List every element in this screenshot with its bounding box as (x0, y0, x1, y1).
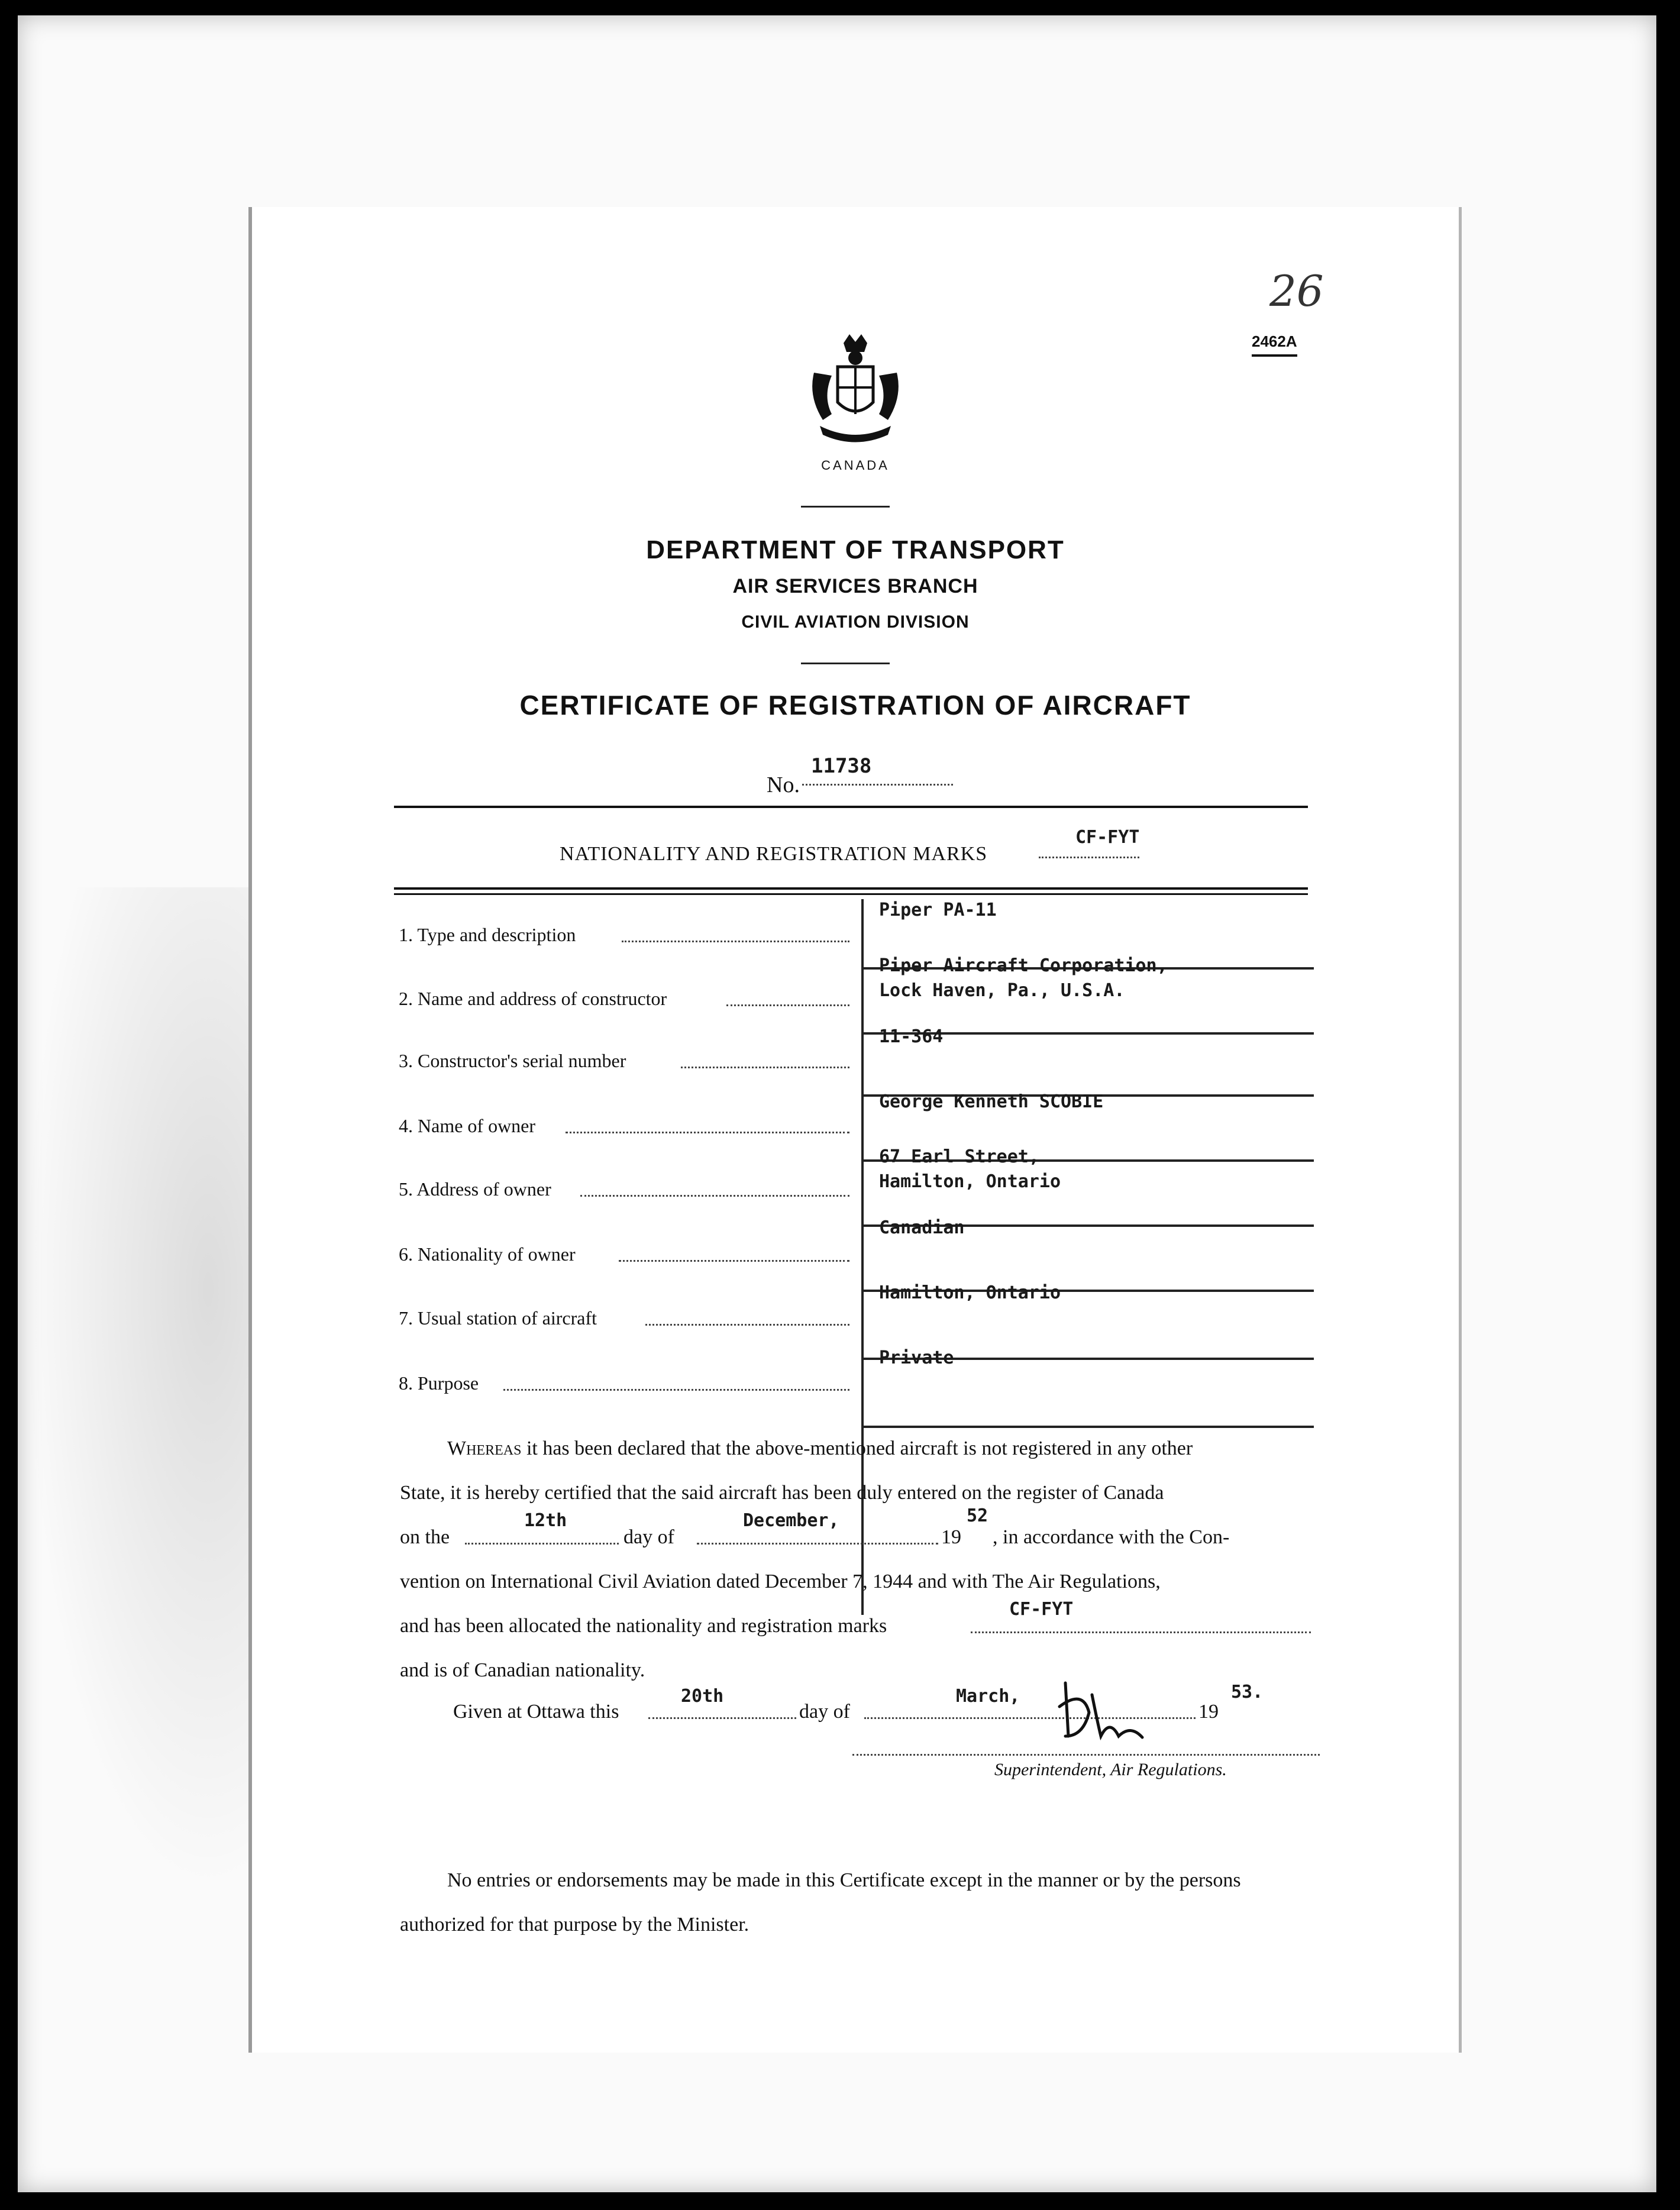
signature-title: Superintendent, Air Regulations. (994, 1760, 1227, 1779)
given-at-label: Given at Ottawa this (453, 1701, 619, 1723)
dotted-leader (465, 1543, 619, 1545)
field-label-type: 1. Type and description (399, 924, 576, 945)
table-double-rule (394, 893, 1308, 895)
given-year-value: 53. (1231, 1682, 1264, 1702)
body-line-1 (447, 1437, 1193, 1460)
department-heading: DEPARTMENT OF TRANSPORT (646, 535, 1065, 564)
field-label-purpose: 8. Purpose (399, 1372, 479, 1394)
handwritten-signature (1042, 1671, 1172, 1766)
field-value-serial: 11-364 (879, 1026, 944, 1047)
footer-line-2: authorized for that purpose by the Minister. (400, 1914, 749, 1936)
dotted-leader (681, 1067, 849, 1068)
dotted-leader (566, 1132, 849, 1133)
body-line-1-text: it has been declared that the above-mentioned aircraft is not registered in any other (521, 1437, 1193, 1459)
dotted-leader (971, 1631, 1311, 1633)
form-code: 2462A (1252, 332, 1297, 357)
dotted-leader (503, 1389, 849, 1391)
year-prefix: 19 (941, 1526, 961, 1548)
nationality-marks-value: CF-FYT (1075, 827, 1140, 848)
branch-heading: AIR SERVICES BRANCH (732, 575, 978, 597)
divider (801, 663, 890, 664)
body-line-6: and is of Canadian nationality. (400, 1659, 645, 1681)
on-the-label: on the (400, 1526, 450, 1548)
body-line-2: State, it is hereby certified that the said aircraft has been duly entered on the register of Canada (400, 1482, 1164, 1504)
table-double-rule (394, 887, 1308, 890)
dotted-leader (580, 1195, 849, 1197)
entry-year-value: 52 (967, 1505, 988, 1526)
certificate-title: CERTIFICATE OF REGISTRATION OF AIRCRAFT (519, 690, 1191, 720)
field-value-purpose: Private (879, 1348, 954, 1368)
certificate-page (248, 207, 1462, 2053)
field-label-nationality: 6. Nationality of owner (399, 1243, 576, 1265)
certificate-no-label: No. (767, 773, 800, 797)
divider (801, 506, 890, 508)
certificate-no-value: 11738 (811, 754, 872, 778)
given-day-of-label: day of (799, 1701, 850, 1723)
dotted-leader (697, 1543, 938, 1545)
dotted-leader (1039, 857, 1139, 858)
field-value-owner: George Kenneth SCOBIE (879, 1091, 1104, 1112)
whereas-word: Whereas (447, 1437, 522, 1459)
field-value-station: Hamilton, Ontario (879, 1282, 1061, 1303)
nationality-marks-label: NATIONALITY AND REGISTRATION MARKS (560, 843, 988, 865)
row-rule (861, 1426, 1314, 1428)
field-label-constructor: 2. Name and address of constructor (399, 988, 667, 1009)
table-column-divider (861, 899, 864, 1615)
field-label-station: 7. Usual station of aircraft (399, 1307, 597, 1329)
body-line-4: vention on International Civil Aviation dated December 7, 1944 and with The Air Regulations, (400, 1571, 1161, 1592)
dotted-leader (645, 1324, 849, 1326)
division-heading: CIVIL AVIATION DIVISION (741, 612, 970, 632)
given-day-value: 20th (681, 1686, 724, 1707)
field-value-type: Piper PA-11 (879, 900, 997, 920)
footer-line-1: No entries or endorsements may be made in this Certificate except in the manner or by the persons (447, 1869, 1241, 1891)
field-value-constructor: Piper Aircraft Corporation, Lock Haven, Pa., U.S.A. (879, 955, 1168, 1001)
given-year-prefix: 19 (1198, 1701, 1219, 1723)
day-of-label: day of (623, 1526, 674, 1548)
registration-marks-value: CF-FYT (1009, 1599, 1074, 1620)
table-top-rule (394, 806, 1308, 808)
field-label-owner: 4. Name of owner (399, 1115, 536, 1136)
handwritten-page-number: 26 (1269, 266, 1324, 316)
dotted-leader (619, 1260, 849, 1262)
country-label: CANADA (821, 458, 890, 473)
field-value-owner-address: 67 Earl Street, Hamilton, Ontario (879, 1146, 1061, 1192)
entry-day-value: 12th (524, 1510, 567, 1531)
body-line-3-rest: , in accordance with the Con- (993, 1526, 1230, 1548)
dotted-leader (726, 1004, 849, 1006)
entry-month-value: December, (743, 1510, 839, 1531)
body-line-5: and has been allocated the nationality and registration marks (400, 1615, 887, 1637)
dotted-leader (802, 784, 953, 786)
field-label-serial: 3. Constructor's serial number (399, 1050, 626, 1071)
signature-line (852, 1754, 1320, 1756)
dotted-leader (622, 941, 849, 942)
dotted-leader (648, 1717, 796, 1719)
field-label-owner-address: 5. Address of owner (399, 1178, 551, 1200)
field-value-nationality: Canadian (879, 1217, 965, 1238)
coat-of-arms-icon (796, 331, 915, 450)
given-month-value: March, (956, 1686, 1020, 1707)
